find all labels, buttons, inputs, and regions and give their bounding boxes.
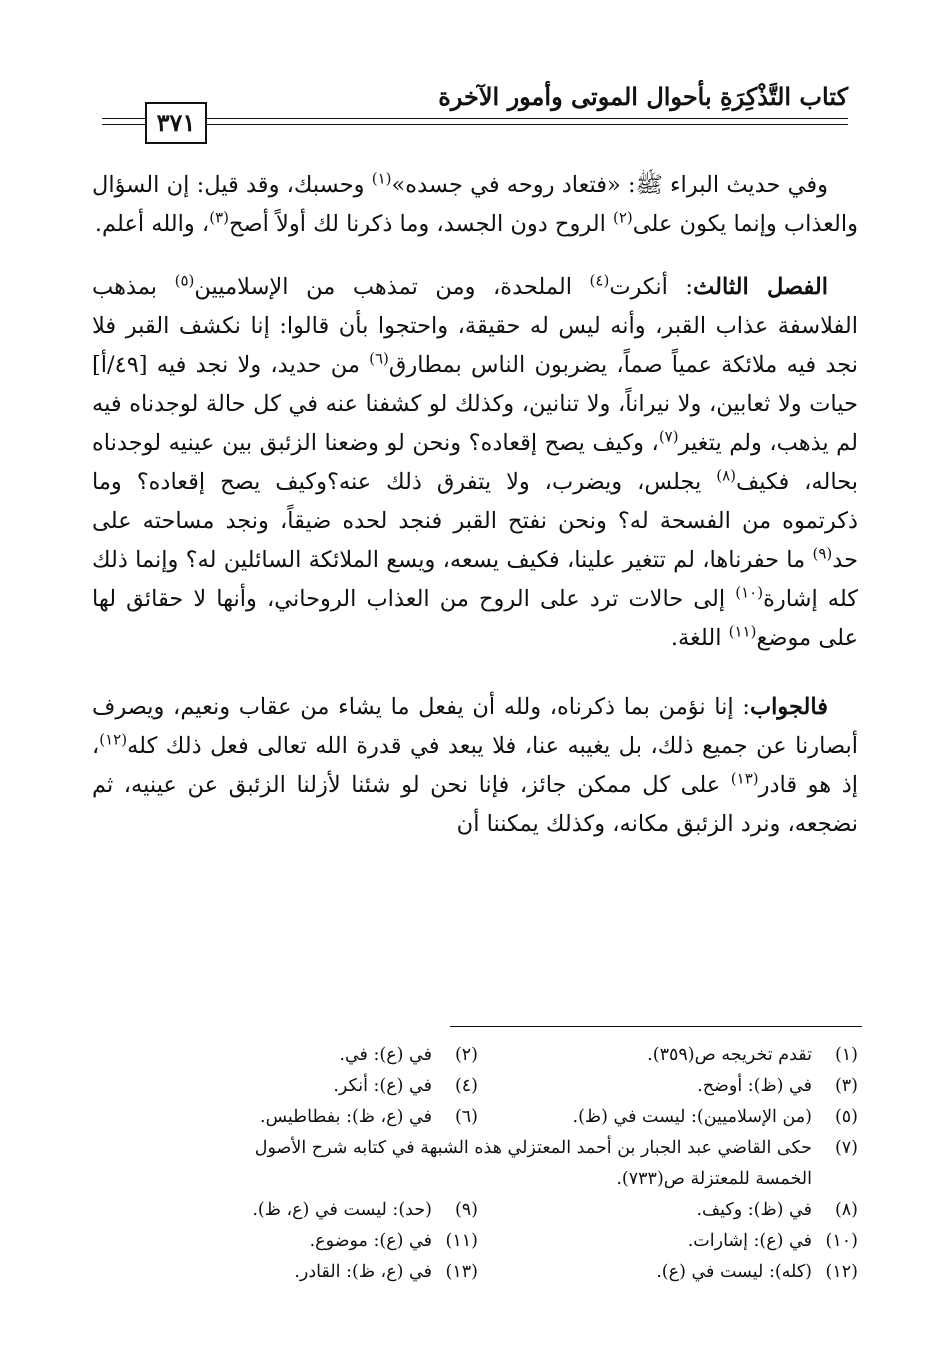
- running-header-title: كتاب التَّذْكِرَةِ بأحوال الموتى وأمور الآخرة: [438, 82, 848, 111]
- footnote-ref[interactable]: (١١): [728, 622, 757, 641]
- header-rule-left: [102, 124, 146, 125]
- footnote-ref[interactable]: (١٢): [99, 730, 128, 749]
- footnote-number: (٩): [454, 1200, 478, 1220]
- text-run: ما حفرناها، لم تتغير علينا، فكيف يسعه، ويسع الملائكة السائلين له؟ وإنما ذلك كله إشارة: [92, 547, 859, 612]
- footnote-text: في (ع): أنكر.: [333, 1076, 432, 1096]
- footnote-row: [92, 1257, 858, 1288]
- text-run: ، والله أعلم.: [94, 211, 210, 237]
- footnote-item: [478, 1102, 858, 1133]
- footnote-ref[interactable]: (٣): [209, 208, 229, 227]
- footnote-number: (٤): [454, 1076, 478, 1096]
- footnote-item: [478, 1195, 858, 1226]
- text-run: يجلس، ويضرب، ولا يتفرق ذلك عنه؟وكيف يصح إقعاده؟ وما ذكرتموه من الفسحة له؟ ونحن نفتح القبر فنجد لحده ضيقاً، ونجد مساحته على حد: [92, 469, 858, 573]
- footnote-number: (٢): [454, 1045, 478, 1065]
- footnote-text: (كله): ليست في (ع).: [656, 1262, 812, 1282]
- footnote-ref[interactable]: (٥): [174, 271, 195, 290]
- footnote-text: (حد): ليست في (ع، ظ).: [252, 1200, 432, 1220]
- footnote-number: (٧): [834, 1138, 858, 1158]
- footnote-number: (٦): [454, 1107, 478, 1127]
- footnote-item: [98, 1226, 478, 1257]
- footnote-item: [98, 1257, 478, 1288]
- footnote-text: في (ع، ظ): القادر.: [294, 1262, 432, 1282]
- page-number: ٣٧١: [145, 102, 207, 144]
- footnote-text: في (ع): موضوع.: [309, 1231, 432, 1251]
- main-text: [92, 166, 858, 874]
- footnote-number: (١١): [445, 1231, 478, 1251]
- footnote-ref[interactable]: (٤): [589, 271, 610, 290]
- footnote-row: [92, 1071, 858, 1102]
- footnote-ref[interactable]: (١٣): [730, 769, 759, 788]
- footnote-item: [98, 1195, 478, 1226]
- footnote-row: [92, 1195, 858, 1226]
- footnote-text: في (ظ): وكيف.: [696, 1200, 812, 1220]
- footnote-number: (٥): [834, 1107, 858, 1127]
- paragraph-3: [92, 688, 858, 844]
- footnote-item: [98, 1102, 478, 1133]
- footnote-text: تقدم تخريجه ص(٣٥٩).: [647, 1045, 812, 1065]
- footnote-number: (١٠): [825, 1231, 858, 1251]
- footnote-ref[interactable]: (٧): [658, 427, 679, 446]
- text-run: بمذهب الفلاسفة عذاب القبر، وأنه ليس له حقيقة، واحتجوا بأن قالوا: إنا نكشف القبر فلا نجد فيه ملائكة عمياً صماً، يضربون الناس بمطارق: [92, 274, 859, 378]
- text-run: الروح دون الجسد، وما ذكرنا لك أولاً أصح: [228, 211, 613, 237]
- text-run: اللغة.: [670, 625, 729, 651]
- footnote-item: [98, 1071, 478, 1102]
- text-run: ، إذ هو قادر: [92, 733, 858, 798]
- paragraph-1: [92, 166, 858, 244]
- footnote-text: في (ظ): أوضح.: [697, 1076, 812, 1096]
- paragraph-2: [92, 268, 858, 658]
- footnote-row: [92, 1102, 858, 1133]
- footnote-ref[interactable]: (١): [371, 169, 392, 188]
- footnote-ref[interactable]: (٩): [812, 544, 833, 563]
- text-run: الملحدة، ومن تمذهب من الإسلاميين: [194, 274, 590, 300]
- footnote-number: (١٢): [825, 1262, 858, 1282]
- footnote-number: (٨): [834, 1200, 858, 1220]
- footnote-item: [478, 1040, 858, 1071]
- text-run: إلى حالات ترد على الروح من العذاب الروحاني، وأنها لا حقائق لها على موضع: [92, 586, 858, 651]
- footnote-separator: [450, 1026, 862, 1027]
- footnote-item: [478, 1071, 858, 1102]
- footnote-item: [478, 1226, 858, 1257]
- footnote-text: في (ع): في.: [339, 1045, 432, 1065]
- footnote-item: [98, 1040, 478, 1071]
- answer-heading: فالجواب: [749, 694, 828, 720]
- text-run: : أنكرت: [609, 274, 694, 300]
- text-run: وفي حديث البراء ﷺ: «فتعاد روحه في جسده»: [391, 172, 828, 198]
- footnote-text: في (ع): إشارات.: [687, 1231, 812, 1251]
- footnote-ref[interactable]: (٦): [369, 349, 389, 368]
- footnote-continuation: الخمسة للمعتزلة ص(٧٣٣).: [616, 1169, 812, 1189]
- footnote-ref[interactable]: (١٠): [735, 583, 764, 602]
- footnote-text: في (ع، ظ): بفطاطيس.: [260, 1107, 432, 1127]
- section-heading: الفصل الثالث: [693, 274, 828, 300]
- header-rule: [102, 118, 848, 119]
- text-run: على كل ممكن جائز، فإنا نحن لو شئنا لأزلنا الزئبق عن عينيه، ثم نضجعه، ونرد الزئبق مكانه، وكذلك يمكننا أن: [92, 772, 858, 837]
- footnote-number: (٣): [834, 1076, 858, 1096]
- footnote-ref[interactable]: (٢): [612, 208, 633, 227]
- footnote-text: (من الإسلاميين): ليست في (ظ).: [572, 1107, 812, 1127]
- footnote-ref[interactable]: (٨): [716, 466, 736, 485]
- footnote-number: (١٣): [445, 1262, 478, 1282]
- header-rule-right: [202, 124, 848, 125]
- text-run: وحسبك، وقد قيل: إن السؤال والعذاب وإنما يكون على: [92, 172, 858, 237]
- text-run: ، وكيف يصح إقعاده؟ ونحن لو وضعنا الزئبق بين عينيه لوجدناه بحاله، فكيف: [92, 430, 858, 495]
- footnote-number: (١): [834, 1045, 858, 1065]
- footnotes: [92, 1040, 858, 1288]
- text-run: : إنا نؤمن بما ذكرناه، ولله أن يفعل ما يشاء من عقاب ونعيم، ويصرف أبصارنا عن جميع ذلك، بل يغيبه عنا، فلا يبعد في قدرة الله تعالى فعل ذلك كله: [92, 694, 858, 759]
- footnote-item: [478, 1257, 858, 1288]
- text-run: من حديد، ولا نجد فيه [٤٩/أ] حيات ولا ثعابين، ولا نيراناً، ولا تنانين، وكذلك لو كشفنا عنه في كل حالة لوجدناه فيه لم يذهب، ولم يتغير: [92, 352, 858, 456]
- footnote-row: [92, 1040, 858, 1071]
- footnote-row: [92, 1226, 858, 1257]
- footnote-item: [92, 1133, 858, 1164]
- footnote-text: حكى القاضي عبد الجبار بن أحمد المعتزلي هذه الشبهة في كتابه شرح الأصول: [254, 1138, 812, 1158]
